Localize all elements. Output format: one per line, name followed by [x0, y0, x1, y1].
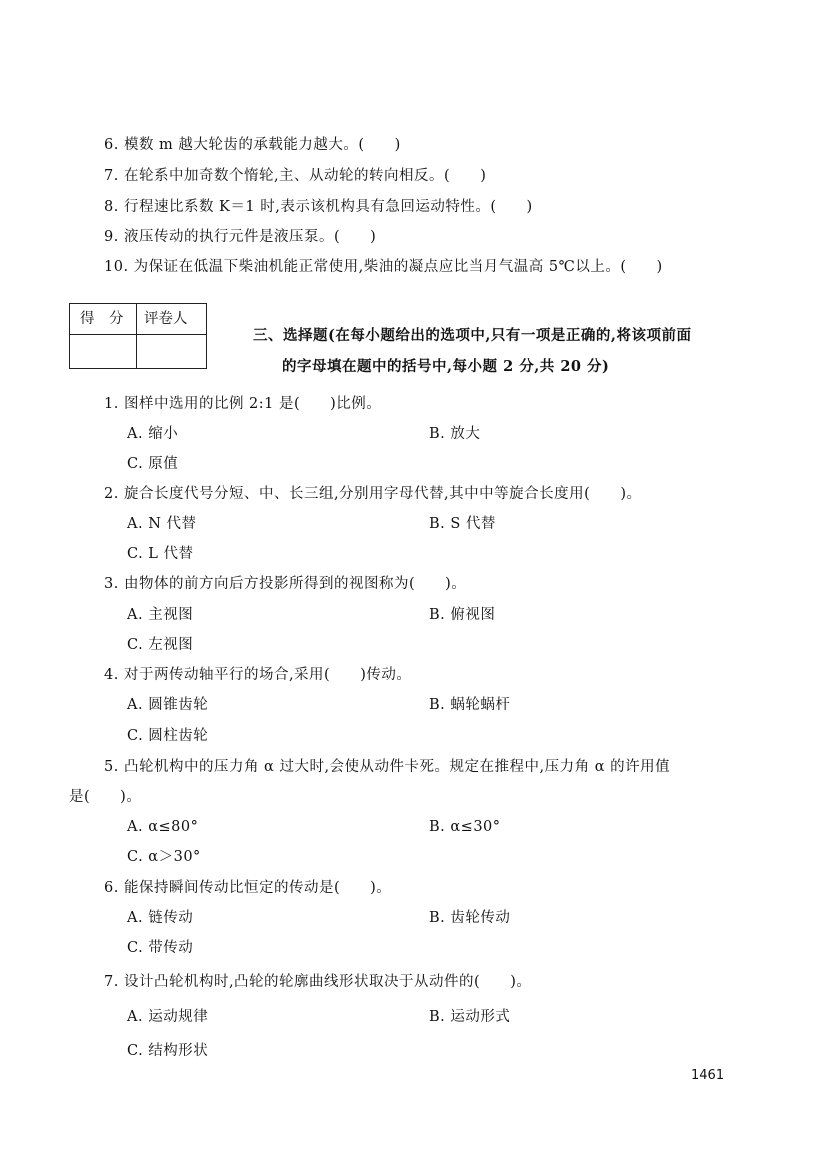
score-label: 得 分: [80, 311, 124, 327]
question-5-option-a: A. α≤80°: [127, 819, 199, 835]
judgment-item-7: 7. 在轮系中加奇数个惰轮,主、从动轮的转向相反。( ): [104, 168, 487, 184]
question-5-option-c: C. α＞30°: [127, 849, 201, 865]
question-7-option-b: B. 运动形式: [429, 1009, 511, 1025]
question-6-option-a: A. 链传动: [127, 910, 194, 926]
question-7-option-c: C. 结构形状: [127, 1043, 209, 1059]
question-4-option-b: B. 蜗轮蜗杆: [429, 697, 511, 713]
question-4-option-a: A. 圆锥齿轮: [127, 697, 209, 713]
judgment-item-10: 10. 为保证在低温下柴油机能正常使用,柴油的凝点应比当月气温高 5℃以上。( ): [104, 259, 663, 275]
question-2-option-c: C. L 代替: [127, 546, 194, 562]
question-7-stem: 7. 设计凸轮机构时,凸轮的轮廓曲线形状取决于从动件的( )。: [104, 974, 532, 990]
question-2-option-a: A. N 代替: [127, 516, 197, 532]
question-3-option-a: A. 主视图: [127, 607, 194, 623]
question-6-stem: 6. 能保持瞬间传动比恒定的传动是( )。: [104, 880, 392, 896]
question-4-stem: 4. 对于两传动轴平行的场合,采用( )传动。: [104, 667, 412, 683]
judgment-item-9: 9. 液压传动的执行元件是液压泵。( ): [104, 229, 377, 245]
section-title-line2: 的字母填在题中的括号中,每小题 2 分,共 20 分): [282, 358, 610, 375]
question-6-option-b: B. 齿轮传动: [429, 910, 511, 926]
question-3-option-b: B. 俯视图: [429, 607, 496, 623]
question-5-stem-continued: 是( )。: [69, 789, 142, 805]
question-1-stem: 1. 图样中选用的比例 2:1 是( )比例。: [104, 396, 382, 412]
section-title-line1: 三、选择题(在每小题给出的选项中,只有一项是正确的,将该项前面: [253, 327, 692, 344]
question-1-option-c: C. 原值: [127, 456, 179, 472]
grader-label: 评卷人: [144, 311, 188, 327]
score-box-divider-v: [136, 304, 137, 368]
question-2-stem: 2. 旋合长度代号分短、中、长三组,分别用字母代替,其中中等旋合长度用( )。: [104, 486, 642, 502]
question-4-option-c: C. 圆柱齿轮: [127, 728, 209, 744]
question-6-option-c: C. 带传动: [127, 940, 194, 956]
score-box-divider-h: [70, 334, 206, 335]
question-5-stem: 5. 凸轮机构中的压力角 α 过大时,会使从动件卡死。规定在推程中,压力角 α 的许用值: [104, 759, 671, 775]
question-3-option-c: C. 左视图: [127, 637, 194, 653]
question-1-option-b: B. 放大: [429, 426, 481, 442]
question-2-option-b: B. S 代替: [429, 516, 496, 532]
page-number: 1461: [691, 1068, 725, 1083]
judgment-item-6: 6. 模数 m 越大轮齿的承载能力越大。( ): [104, 137, 401, 153]
question-1-option-a: A. 缩小: [127, 426, 179, 442]
question-5-option-b: B. α≤30°: [429, 819, 501, 835]
judgment-item-8: 8. 行程速比系数 K＝1 时,表示该机构具有急回运动特性。( ): [104, 199, 533, 215]
question-7-option-a: A. 运动规律: [127, 1009, 209, 1025]
question-3-stem: 3. 由物体的前方向后方投影所得到的视图称为( )。: [104, 576, 467, 592]
score-box: [69, 303, 207, 369]
